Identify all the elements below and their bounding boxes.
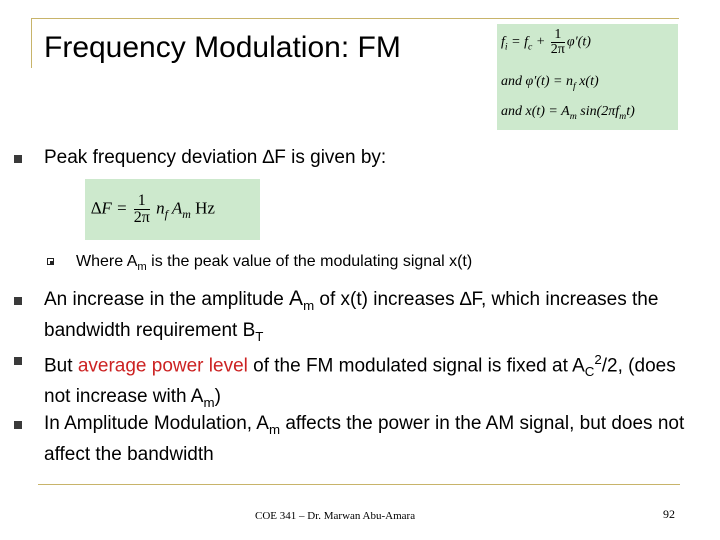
bullet-amplitude-increase: An increase in the amplitude $A_m$ of x(t) increases ∆F, which increases the bandwidth requirement $B_T$ (44, 287, 659, 344)
sub-bullet-am-definition: Where $A_m$ is the peak value of the modulating signal x(t) (76, 253, 473, 274)
bullet-marker (14, 357, 22, 365)
bullet-average-power: But average power level of the FM modulated signal is fixed at $A_C^2/2$, (does not increase with $A_m$) (44, 352, 676, 410)
equation-line-2: and $\varphi'(t) = n_f$ x(t) (501, 74, 599, 92)
bullet-marker (14, 155, 22, 163)
bullet-peak-deviation: Peak frequency deviation ∆F is given by: (44, 147, 387, 168)
fm-equations-box (497, 24, 678, 130)
title-frame-vertical (31, 18, 32, 68)
bullet-amplitude-modulation: In Amplitude Modulation, $A_m$ affects the power in the AM signal, but does not affect the bandwidth (44, 413, 685, 465)
bullet-marker (14, 421, 22, 429)
equation-line-3: and $x(t) = A_m$ $\sin(2\pi f_mt)$ (501, 104, 635, 122)
page-number: 92 (663, 507, 675, 521)
title-frame-top (31, 18, 679, 19)
sub-bullet-marker (47, 258, 54, 265)
delta-f-equation: ∆F = $\frac{1}{2\pi}$ $n_f$ $A_m$ Hz (85, 179, 260, 240)
slide-title: Frequency Modulation: FM (44, 31, 401, 64)
highlight-average-power: average power level (77, 355, 248, 377)
equation-line-1: $f_i = f_c$ + $\frac{1}{2\pi}$ φ′(t) (501, 27, 591, 57)
footer-rule (38, 484, 680, 485)
bullet-marker (14, 297, 22, 305)
fraction-1-over-2pi: $\frac{1}{2\pi}$ (133, 192, 150, 226)
fraction-1-over-2pi: $\frac{1}{2\pi}$ (550, 27, 565, 57)
footer-text: COE 341 – Dr. Marwan Abu-Amara (255, 510, 416, 522)
